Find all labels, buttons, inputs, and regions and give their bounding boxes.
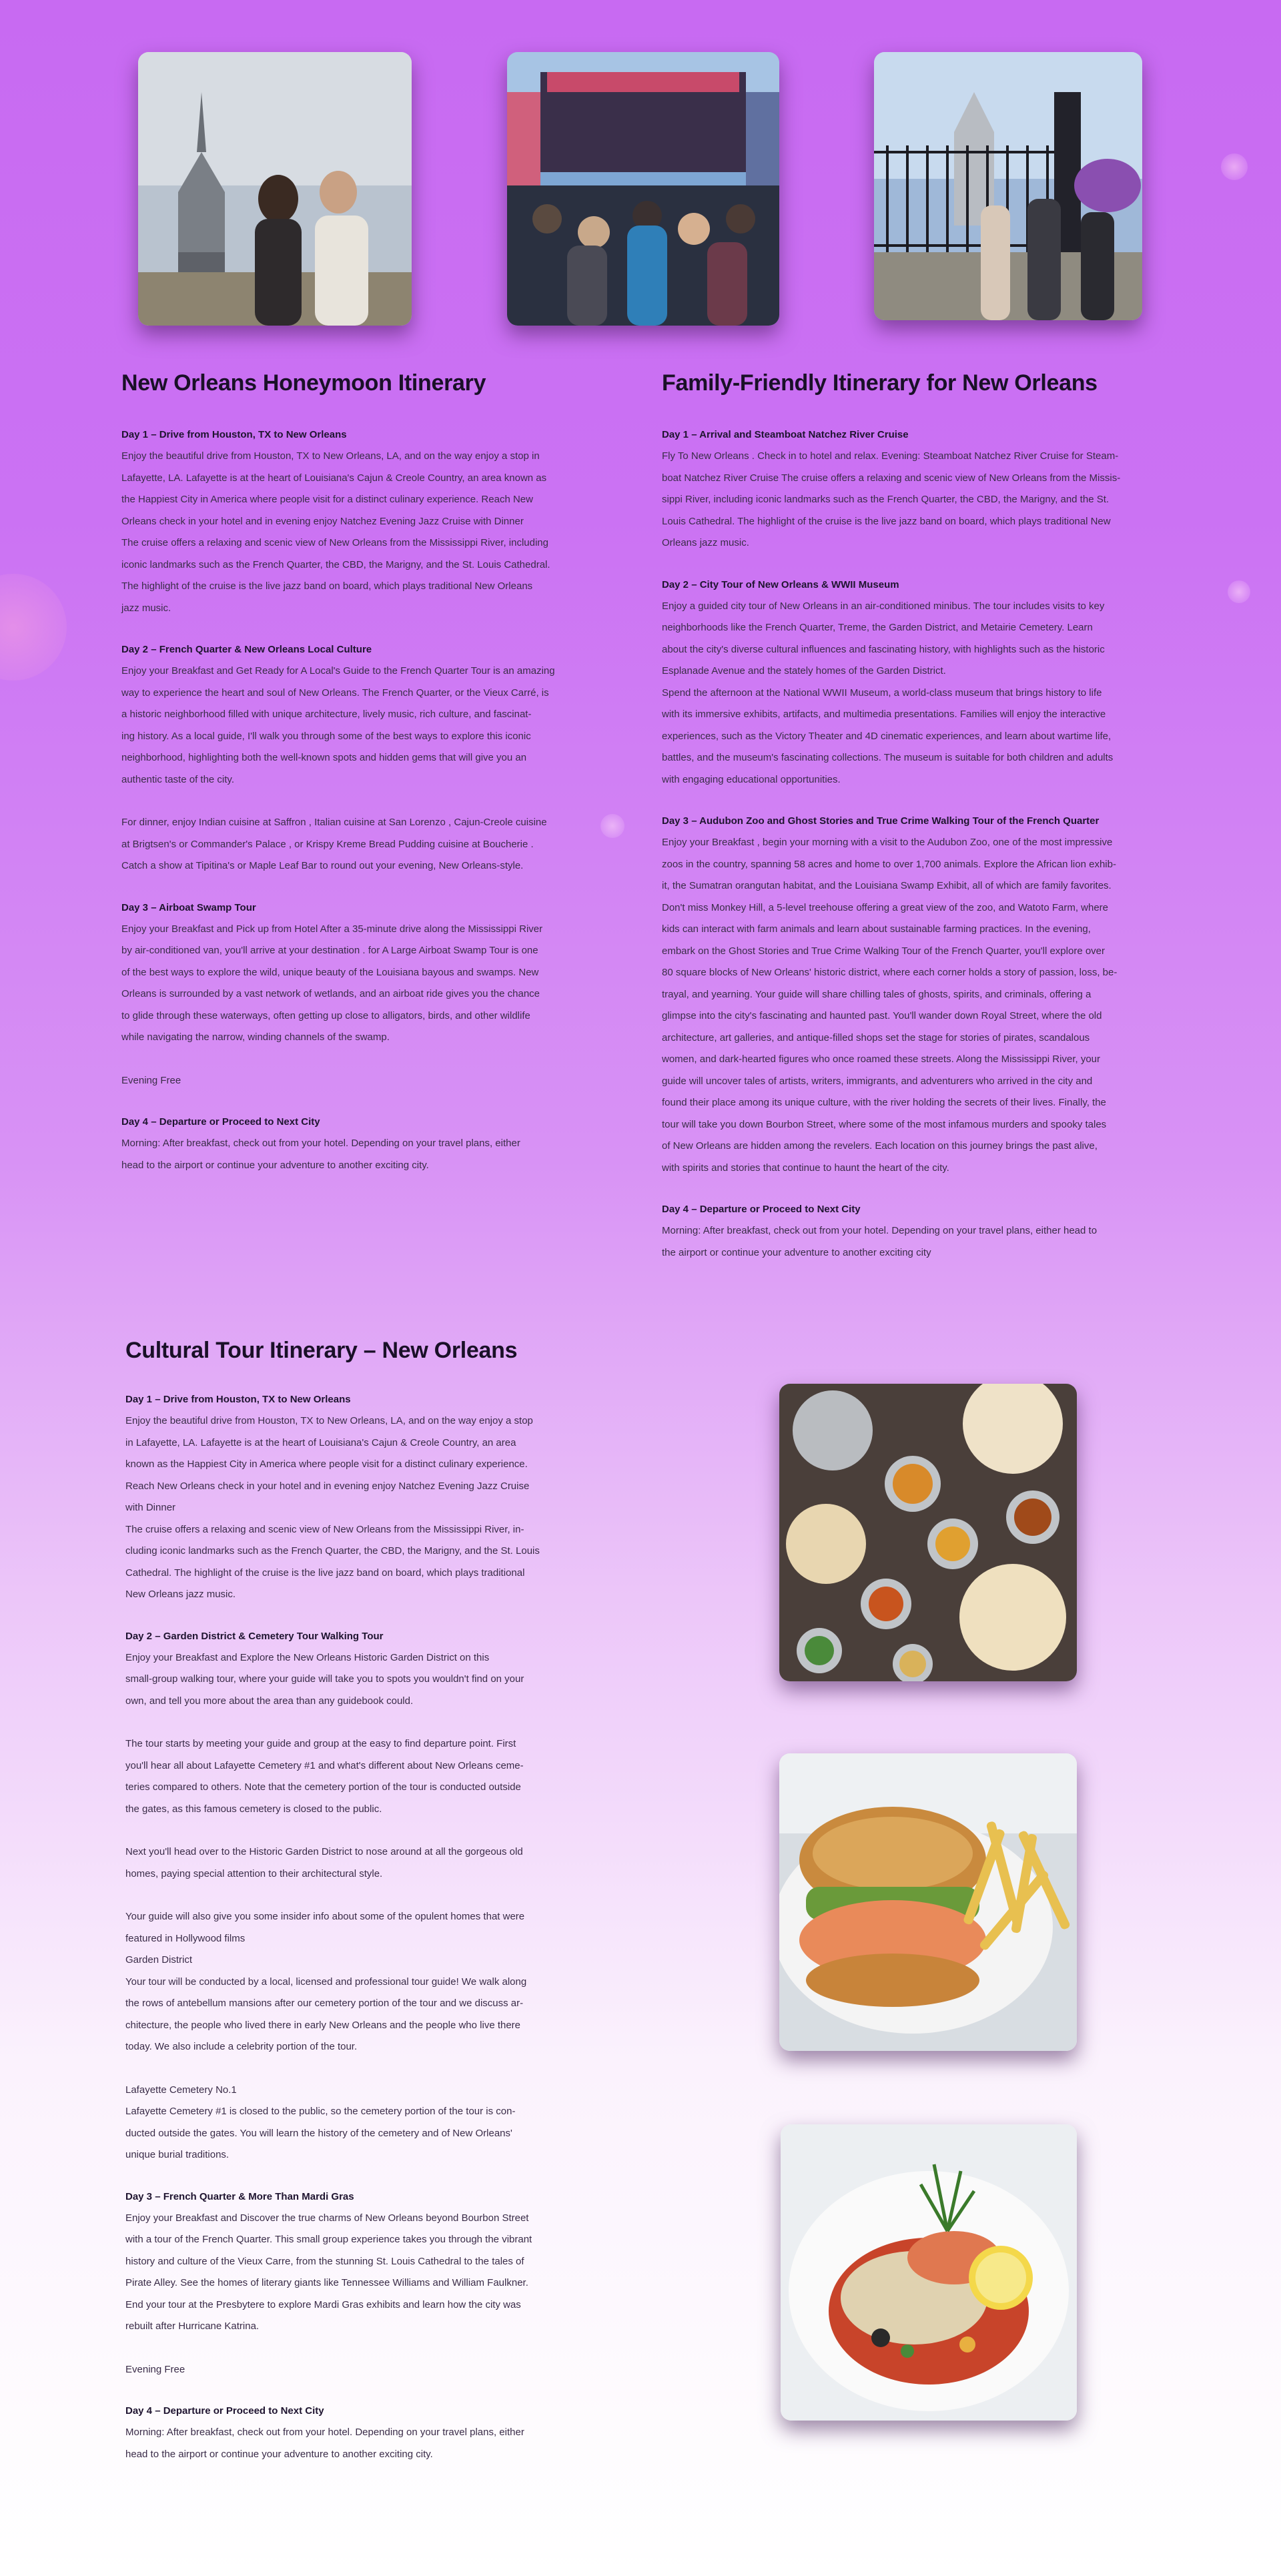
family-day3-line: glimpse into the city's fascinating and haunted past. You'll wander down Royal Street, where the old [662,1010,1102,1021]
cultural-day2-line: the gates, as this famous cemetery is closed to the public. [125,1803,382,1815]
family-day2-heading: Day 2 – City Tour of New Orleans & WWII Museum [662,578,899,590]
cultural-day1-line: in Lafayette, LA. Lafayette is at the heart of Louisiana's Cajun & Creole Country, an area [125,1436,516,1448]
cultural-day2-line: unique burial traditions. [125,2149,230,2160]
cultural-day2-line: small-group walking tour, where your guide will take you to spots you wouldn't find on your [125,1673,524,1685]
honeymoon-day2-line: ing history. As a local guide, I'll walk you through some of the best ways to explore this iconic [121,730,531,742]
cultural-day2-line: The tour starts by meeting your guide and group at the easy to find departure point. First [125,1738,516,1749]
cultural-day3-line: rebuilt after Hurricane Katrina. [125,2320,260,2332]
honeymoon-day2-line: a historic neighborhood filled with unique architecture, lively music, rich culture, and fascinat- [121,709,532,720]
family-day4-line: Morning: After breakfast, check out from your hotel. Depending on your travel plans, either head to [662,1225,1098,1236]
photo-couple [138,52,412,326]
family-day2-line: battles, and the museum's fascinating collections. The museum is suitable for both children and adults [662,752,1114,763]
honeymoon-dinner-line: For dinner, enjoy Indian cuisine at Saffron , Italian cuisine at San Lorenzo , Cajun-Creole cuisine [121,817,547,828]
family-day3-line: embark on the Ghost Stories and True Crime Walking Tour of the French Quarter, you'll explore over [662,945,1106,957]
cultural-section [125,1338,592,2465]
cultural-day3-line: Enjoy your Breakfast and Discover the true charms of New Orleans beyond Bourbon Street [125,2212,529,2224]
family-day4-heading: Day 4 – Departure or Proceed to Next City [662,1204,861,1215]
family-day3-heading: Day 3 – Audubon Zoo and Ghost Stories and True Crime Walking Tour of the French Quarter [662,815,1100,827]
honeymoon-section [121,370,602,1176]
cultural-day1-line: cluding iconic landmarks such as the French Quarter, the CBD, the Marigny, and the St. Louis [125,1545,540,1557]
cultural-day2-line: Next you'll head over to the Historic Garden District to nose around at all the gorgeous old [125,1846,523,1857]
honeymoon-day3-line: by air-conditioned van, you'll arrive at your destination . for A Large Airboat Swamp Tour is one [121,945,538,956]
cultural-day2-line: Lafayette Cemetery No.1 [125,2084,237,2096]
cultural-day2-line: Enjoy your Breakfast and Explore the New Orleans Historic Garden District on this [125,1651,490,1663]
cultural-day2-line: Garden District [125,1954,193,1966]
cultural-day3-line: End your tour at the Presbytere to explore Mardi Gras exhibits and learn how the city was [125,2298,521,2310]
bokeh-light [1221,153,1248,180]
honeymoon-day2-line: authentic taste of the city. [121,773,234,785]
photo-festival [507,52,779,326]
family-day2-line: about the city's diverse cultural influences and fascinating history, with highlights such as the historic [662,643,1105,655]
family-day3-line: with spirits and stories that continue to haunt the heart of the city. [662,1162,949,1174]
cultural-day2-line: homes, paying special attention to their architectural style. [125,1867,383,1879]
family-day3-line: found their place among its unique culture, with the river holding the secrets of their lives. Finally, the [662,1097,1106,1108]
cultural-day2-line: the rows of antebellum mansions after our cemetery portion of the tour and we discuss ar- [125,1998,524,2009]
cultural-day2-line: Your guide will also give you some insider info about some of the opulent homes that were [125,1911,525,1922]
family-title: Family-Friendly Itinerary for New Orleans [662,370,1098,396]
honeymoon-day1-line: Enjoy the beautiful drive from Houston, TX to New Orleans, LA, and on the way enjoy a stop in [121,450,540,462]
family-day2-line: Enjoy a guided city tour of New Orleans in an air-conditioned minibus. The tour includes visits to key [662,600,1105,612]
family-day3-line: Don't miss Monkey Hill, a 5-level treehouse offering a great view of the zoo, and Watoto Farm, where [662,901,1109,913]
honeymoon-day3-line: of the best ways to explore the wild, unique beauty of the Louisiana bayous and swamps. New [121,966,539,978]
family-day1-line: Orleans jazz music. [662,537,749,548]
family-day4-line: the airport or continue your adventure to another exciting city [662,1246,931,1258]
cultural-day3-heading: Day 3 – French Quarter & More Than Mardi Gras [125,2190,354,2202]
family-day3-line: tour will take you down Bourbon Street, where some of the most infamous murders and spooky tales [662,1118,1107,1130]
honeymoon-day1-line: The highlight of the cruise is the live jazz band on board, which plays traditional New Orleans [121,580,533,592]
honeymoon-day3-heading: Day 3 – Airboat Swamp Tour [121,901,256,913]
family-day3-line: architecture, art galleries, and antique-filled shops set the stage for stories of pirates, scandalous [662,1031,1090,1043]
photo-indian-food [779,1384,1077,1681]
family-day3-line: women, and dark-hearted figures who once roamed these streets. Along the Mississippi River, your [662,1053,1100,1065]
cultural-day2-line: Lafayette Cemetery #1 is closed to the public, so the cemetery portion of the tour is con- [125,2106,516,2117]
cultural-day1-heading: Day 1 – Drive from Houston, TX to New Orleans [125,1394,351,1405]
honeymoon-day3-line: Orleans is surrounded by a vast network of wetlands, and an airboat ride gives you the chance [121,988,540,999]
cultural-day4-heading: Day 4 – Departure or Proceed to Next City [125,2405,324,2417]
family-day2-line: with engaging educational opportunities. [662,773,841,785]
honeymoon-day4-line: Morning: After breakfast, check out from your hotel. Depending on your travel plans, either [121,1138,520,1149]
family-day1-line: sippi River, including iconic landmarks such as the French Quarter, the CBD, the Marigny, and the St. [662,494,1110,505]
cultural-day2-line: Your tour will be conducted by a local, licensed and professional tour guide! We walk along [125,1976,527,1988]
family-day3-line: 80 square blocks of New Orleans' historic district, where each corner holds a story of passion, loss, be- [662,967,1118,978]
family-day2-line: Spend the afternoon at the National WWII Museum, a world-class museum that brings history to life [662,687,1102,699]
cultural-day2-line: featured in Hollywood films [125,1932,246,1944]
family-day3-line: Enjoy your Breakfast , begin your morning with a visit to the Audubon Zoo, one of the most impressive [662,837,1113,848]
honeymoon-day4-heading: Day 4 – Departure or Proceed to Next City [121,1116,320,1128]
cultural-day2-line: teries compared to others. Note that the cemetery portion of the tour is conducted outside [125,1781,521,1793]
cultural-day2-line: today. We also include a celebrity portion of the tour. [125,2041,358,2052]
family-day1-line: Louis Cathedral. The highlight of the cruise is the live jazz band on board, which plays traditional New [662,515,1111,527]
family-day3-line: guide will uncover tales of artists, writers, immigrants, and adventurers who arrived in the city and [662,1075,1093,1087]
honeymoon-title: New Orleans Honeymoon Itinerary [121,370,486,396]
cultural-day1-line: Cathedral. The highlight of the cruise is the live jazz band on board, which plays traditional [125,1567,525,1579]
family-section [662,370,1169,1264]
cultural-day3-line: Pirate Alley. See the homes of literary giants like Tennessee Williams and William Faulkner. [125,2277,528,2288]
family-day3-line: kids can interact with farm animals and learn about sustainable farming practices. In the evening, [662,923,1091,935]
honeymoon-day1-line: Orleans check in your hotel and in evening enjoy Natchez Evening Jazz Cruise with Dinner [121,515,524,527]
cultural-day4-line: Morning: After breakfast, check out from your hotel. Depending on your travel plans, either [125,2427,524,2438]
cultural-day4-line: head to the airport or continue your adventure to another exciting city. [125,2448,433,2460]
cultural-day1-line: Enjoy the beautiful drive from Houston, TX to New Orleans, LA, and on the way enjoy a stop [125,1415,533,1426]
cultural-day2-line: ducted outside the gates. You will learn the history of the cemetery and of New Orleans' [125,2127,512,2139]
cultural-evening-free: Evening Free [125,2363,185,2375]
photo-po-boy [779,1753,1077,2051]
bokeh-flare [0,574,67,681]
honeymoon-dinner-line: at Brigtsen's or Commander's Palace , or Krispy Kreme Bread Pudding cuisine at Boucherie . [121,838,534,850]
family-day3-line: zoos in the country, spanning 58 acres and home to over 1,700 animals. Explore the African lion exhib- [662,858,1116,870]
family-day2-line: experiences, such as the Victory Theater and 4D cinematic experiences, and learn about wartime life, [662,730,1112,742]
family-day3-line: of New Orleans are hidden among the revelers. Each location on this journey brings the past alive, [662,1140,1098,1152]
honeymoon-day3-line: while navigating the narrow, winding channels of the swamp. [121,1031,390,1043]
cultural-day1-line: known as the Happiest City in America where people visit for a distinct culinary experience. [125,1458,528,1470]
cultural-day2-line: chitecture, the people who lived there in early New Orleans and the people who live there [125,2019,521,2031]
bokeh-light [600,814,624,838]
cultural-title: Cultural Tour Itinerary – New Orleans [125,1338,518,1363]
cultural-day2-line: own, and tell you more about the area than any guidebook could. [125,1695,414,1707]
honeymoon-day2-line: way to experience the heart and soul of New Orleans. The French Quarter, or the Vieux Carré, is [121,687,549,699]
family-day2-line: neighborhoods like the French Quarter, Treme, the Garden District, and Metairie Cemetery. Learn [662,622,1093,633]
family-day3-line: it, the Sumatran orangutan habitat, and the Louisiana Swamp Exhibit, all of which are family favorites. [662,880,1112,891]
honeymoon-day1-line: the Happiest City in America where people visit for a distinct culinary experience. Reach New [121,494,533,505]
cultural-day1-line: New Orleans jazz music. [125,1589,236,1600]
honeymoon-evening-free: Evening Free [121,1074,181,1086]
honeymoon-day1-line: Lafayette, LA. Lafayette is at the heart of Louisiana's Cajun & Creole Country, an area known as [121,472,547,484]
honeymoon-day3-line: Enjoy your Breakfast and Pick up from Hotel After a 35-minute drive along the Mississippi River [121,923,543,935]
honeymoon-dinner-line: Catch a show at Tipitina's or Maple Leaf Bar to round out your evening, New Orleans-style. [121,860,524,871]
family-day3-line: trayal, and yearning. Your guide will share chilling tales of ghosts, spirits, and criminals, offering a [662,988,1092,1000]
honeymoon-day2-line: neighborhood, highlighting both the well-known spots and hidden gems that will give you an [121,752,527,763]
cultural-day1-line: with Dinner [125,1502,176,1513]
photo-friends-fence [874,52,1142,320]
family-day2-line: Esplanade Avenue and the stately homes of the Garden District. [662,665,946,677]
cultural-day2-heading: Day 2 – Garden District & Cemetery Tour Walking Tour [125,1630,384,1642]
family-day2-line: with its immersive exhibits, artifacts, and multimedia presentations. Families will enjoy the interactive [662,709,1106,720]
bokeh-light [1228,580,1250,603]
honeymoon-day4-line: head to the airport or continue your adventure to another exciting city. [121,1159,429,1171]
honeymoon-day1-line: The cruise offers a relaxing and scenic view of New Orleans from the Mississippi River, including [121,537,548,548]
photo-shrimp-dish [781,2124,1077,2421]
honeymoon-day2-line: Enjoy your Breakfast and Get Ready for A Local's Guide to the French Quarter Tour is an amazing [121,665,555,677]
cultural-day2-line: you'll hear all about Lafayette Cemetery #1 and what's different about New Orleans ceme- [125,1759,524,1771]
honeymoon-day2-heading: Day 2 – French Quarter & New Orleans Local Culture [121,644,372,655]
honeymoon-day3-line: to glide through these waterways, often getting up close to alligators, birds, and other wildlife [121,1009,530,1021]
honeymoon-day1-line: jazz music. [121,602,171,614]
cultural-day1-line: Reach New Orleans check in your hotel and in evening enjoy Natchez Evening Jazz Cruise [125,1480,530,1492]
cultural-day3-line: history and culture of the Vieux Carre, from the stunning St. Louis Cathedral to the tales of [125,2255,524,2267]
honeymoon-day1-line: iconic landmarks such as the French Quarter, the CBD, the Marigny, and the St. Louis Cathedral. [121,558,550,570]
cultural-day1-line: The cruise offers a relaxing and scenic view of New Orleans from the Mississippi River, in- [125,1523,524,1535]
cultural-day3-line: with a tour of the French Quarter. This small group experience takes you through the vibrant [125,2234,532,2245]
family-day1-line: boat Natchez River Cruise The cruise offers a relaxing and scenic view of New Orleans from the Missis- [662,472,1121,484]
family-day1-line: Fly To New Orleans . Check in to hotel and relax. Evening: Steamboat Natchez River Cruise for Steam- [662,450,1119,462]
honeymoon-day1-heading: Day 1 – Drive from Houston, TX to New Orleans [121,429,347,440]
family-day1-heading: Day 1 – Arrival and Steamboat Natchez River Cruise [662,429,909,440]
